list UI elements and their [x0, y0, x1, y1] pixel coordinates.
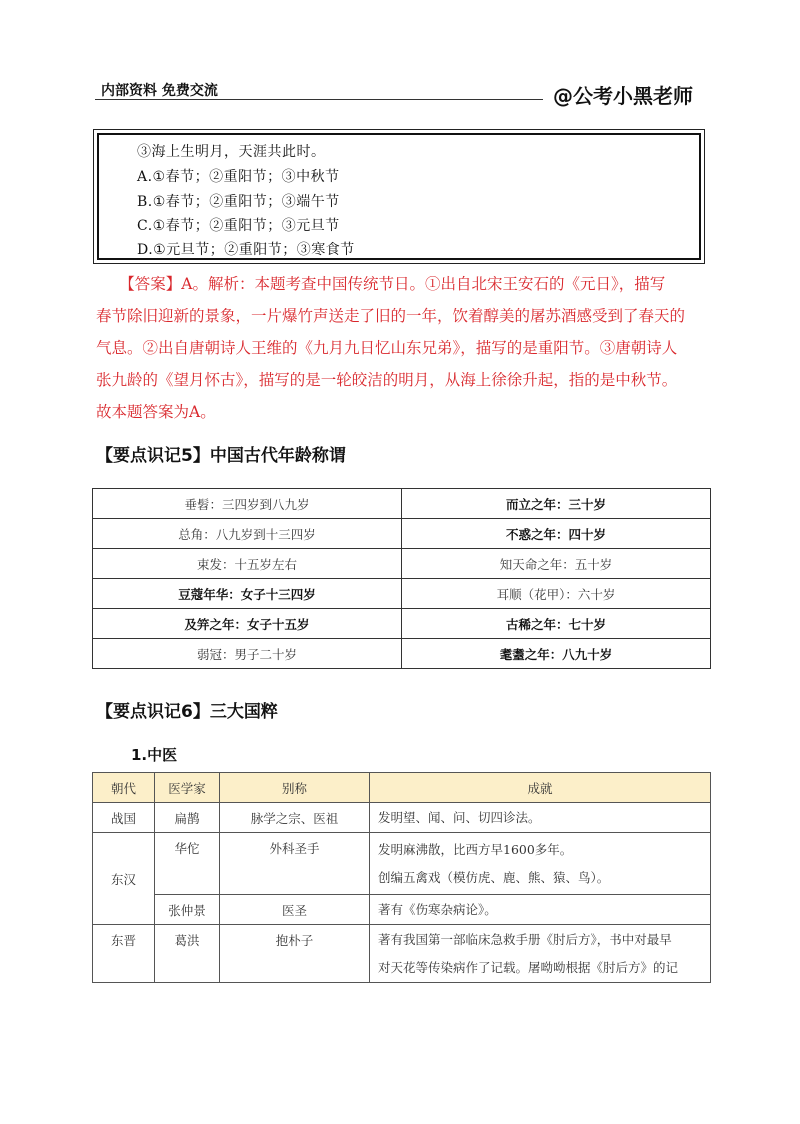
age-term-cell: 不惑之年：四十岁: [402, 519, 711, 549]
table-row: [93, 925, 711, 983]
table-row: [93, 895, 711, 925]
age-term-cell: 垂髫：三四岁到八九岁: [93, 489, 402, 519]
dynasty-cell: 东汉: [93, 833, 155, 925]
doctor-cell: 张仲景: [155, 895, 220, 925]
age-term-cell: 耄耋之年：八九十岁: [402, 639, 711, 669]
alias-cell: 医圣: [220, 895, 370, 925]
table-row: [93, 803, 711, 833]
achievement-line: 对天花等传染病作了记载。屠呦呦根据《肘后方》的记: [378, 959, 679, 975]
achievement-cell: [370, 925, 711, 983]
option-c: C.①春节；②重阳节；③元旦节: [137, 218, 340, 234]
table-row: [93, 609, 711, 639]
section6-subtitle: 1.中医: [131, 746, 178, 764]
table-header-row: [93, 773, 711, 803]
age-term-cell: 束发：十五岁左右: [93, 549, 402, 579]
doctor-cell: 华佗: [155, 833, 220, 895]
age-term-cell: 知天命之年：五十岁: [402, 549, 711, 579]
column-header: 朝代: [93, 773, 155, 803]
header-author: @公考小黑老师: [553, 84, 693, 108]
question-line: ③海上生明月，天涯共此时。: [137, 144, 326, 160]
age-term-cell: 而立之年：三十岁: [402, 489, 711, 519]
answer-line: 故本题答案为A。: [96, 403, 216, 421]
dynasty-cell: 战国: [93, 803, 155, 833]
table-row: [93, 833, 711, 895]
table-row: [93, 549, 711, 579]
answer-line: 【答案】A。解析：本题考查中国传统节日。①出自北宋王安石的《元日》，描写: [96, 275, 666, 293]
table-row: [93, 579, 711, 609]
question-box-inner: [97, 133, 701, 260]
answer-line: 张九龄的《望月怀古》，描写的是一轮皎洁的明月，从海上徐徐升起，指的是中秋节。: [96, 371, 678, 389]
answer-line: 春节除旧迎新的景象，一片爆竹声送走了旧的一年，饮着醇美的屠苏酒感受到了春天的: [96, 307, 686, 325]
column-header: 成就: [370, 773, 711, 803]
column-header: 别称: [220, 773, 370, 803]
table-row: [93, 639, 711, 669]
alias-cell: 外科圣手: [220, 833, 370, 895]
option-a: A.①春节；②重阳节；③中秋节: [137, 169, 340, 185]
age-term-cell: 豆蔻年华：女子十三四岁: [93, 579, 402, 609]
answer-line: 气息。②出自唐朝诗人王维的《九月九日忆山东兄弟》，描写的是重阳节。③唐朝诗人: [96, 339, 678, 357]
option-d: D.①元旦节；②重阳节；③寒食节: [137, 242, 355, 258]
alias-cell: 脉学之宗、医祖: [220, 803, 370, 833]
achievement-cell: [370, 803, 711, 833]
column-header: 医学家: [155, 773, 220, 803]
header-left-text: 内部资料 免费交流: [101, 83, 218, 99]
age-term-cell: 耳顺（花甲）：六十岁: [402, 579, 711, 609]
doctor-cell: 葛洪: [155, 925, 220, 983]
option-b: B.①春节；②重阳节；③端午节: [137, 194, 340, 210]
achievement-cell: [370, 895, 711, 925]
age-term-cell: 总角：八九岁到十三四岁: [93, 519, 402, 549]
answer-explanation: [96, 268, 706, 428]
age-term-cell: 及笄之年：女子十五岁: [93, 609, 402, 639]
doctor-cell: 扁鹊: [155, 803, 220, 833]
question-box: [93, 129, 705, 264]
achievement-line: 创编五禽戏（模仿虎、鹿、熊、猿、鸟）。: [378, 869, 610, 885]
section6-title: 【要点识记6】三大国粹: [96, 702, 278, 722]
age-term-cell: 古稀之年：七十岁: [402, 609, 711, 639]
age-terms-table: [92, 488, 711, 669]
achievement-line: 发明麻沸散，比西方早1600多年。: [378, 841, 573, 857]
alias-cell: 抱朴子: [220, 925, 370, 983]
achievement-cell: [370, 833, 711, 895]
achievement-line: 著有我国第一部临床急救手册《肘后方》，书中对最早: [378, 931, 672, 947]
table-row: [93, 519, 711, 549]
achievement-line: 发明望、闻、问、切四诊法。: [378, 809, 541, 825]
age-term-cell: 弱冠：男子二十岁: [93, 639, 402, 669]
table-row: [93, 489, 711, 519]
achievement-line: 著有《伤寒杂病论》。: [378, 901, 497, 917]
medicine-table: [92, 772, 711, 983]
dynasty-cell: 东晋: [93, 925, 155, 983]
section5-title: 【要点识记5】中国古代年龄称谓: [96, 446, 346, 466]
header-rule: [95, 99, 543, 100]
